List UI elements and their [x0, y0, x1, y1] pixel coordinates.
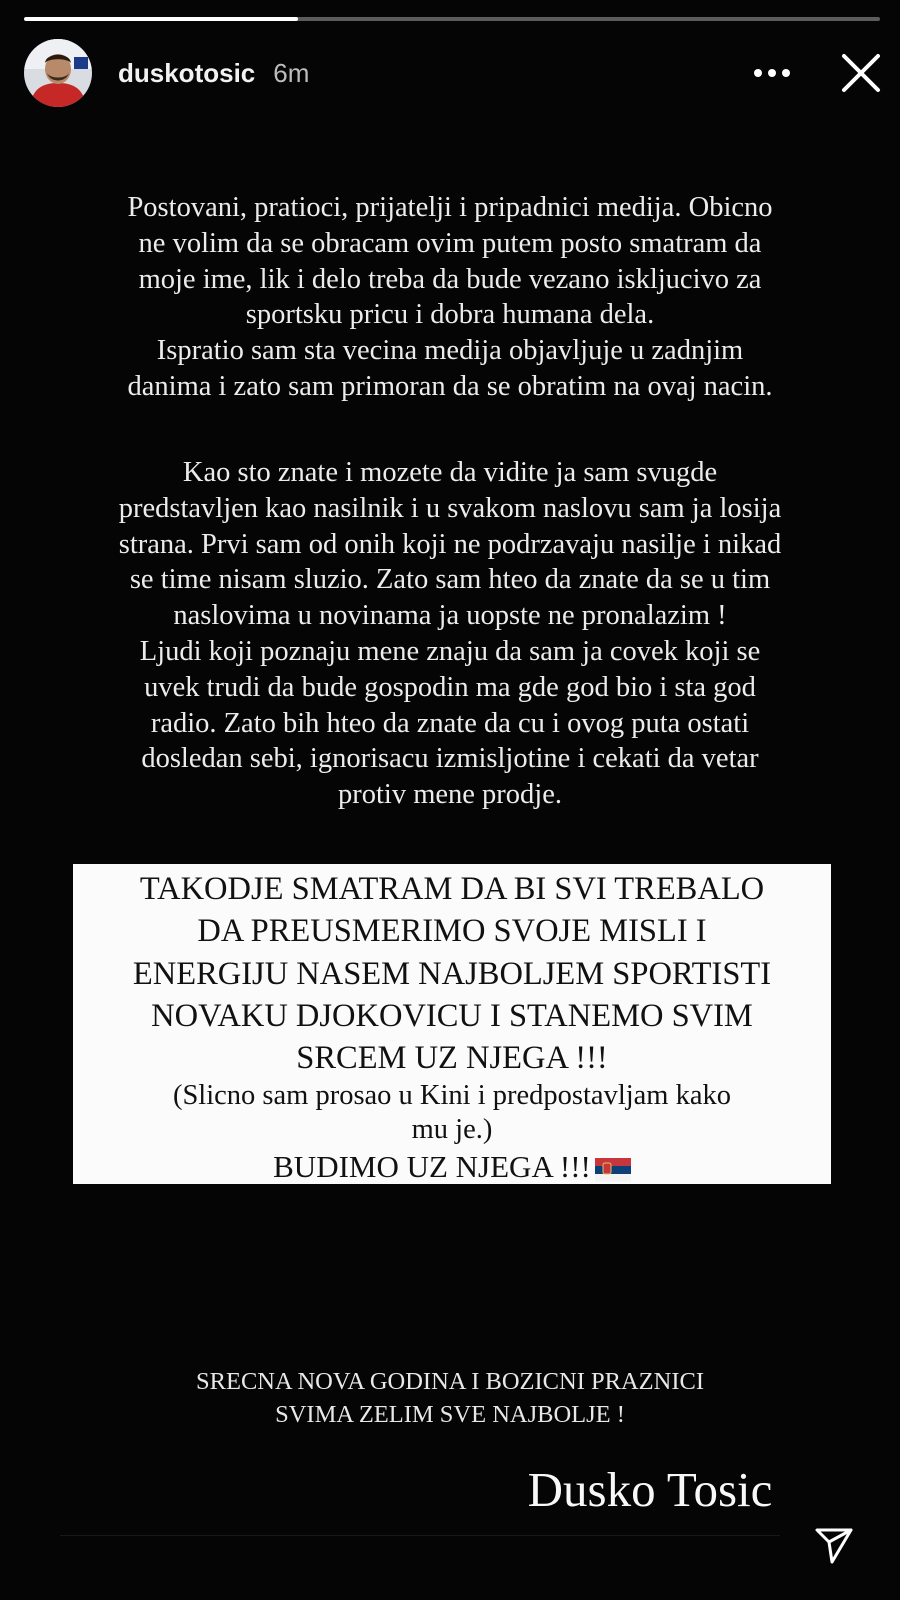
statement-paragraph-2	[40, 455, 860, 813]
highlight-caps-text	[73, 864, 831, 1079]
text-line: SRECNA NOVA GODINA I BOZICNI PRAZNICI	[196, 1368, 704, 1395]
text-line: ENERGIJU NASEM NAJBOLJEM SPORTISTI	[132, 955, 772, 992]
text-line: DA PREUSMERIMO SVOJE MISLI I	[197, 913, 707, 950]
more-options-icon[interactable]	[750, 58, 794, 88]
text-line: Ispratio sam sta vecina medija objavljuje u zadnjim	[156, 335, 744, 367]
text-line: uvek trudi da bude gospodin ma gde god bio i sta god	[144, 671, 756, 703]
username[interactable]: duskotosic	[118, 57, 256, 88]
text-line: (Slicno sam prosao u Kini i predpostavljam kako	[172, 1080, 732, 1112]
text-line: TAKODJE SMATRAM DA BI SVI TREBALO	[139, 871, 765, 907]
text-line: se time nisam sluzio. Zato sam hteo da znate da se u tim	[129, 564, 771, 596]
highlight-note-text	[73, 1079, 831, 1147]
text-line: SVIMA ZELIM SVE NAJBOLJE !	[275, 1401, 625, 1428]
text-line: Kao sto znate i mozete da vidite ja sam svugde	[182, 457, 718, 488]
text-line: Ljudi koji poznaju mene znaju da sam ja covek koji se	[139, 635, 761, 667]
new-year-greeting	[40, 1365, 860, 1431]
reply-area-divider	[60, 1535, 780, 1536]
text-line: strana. Prvi sam od onih koji ne podrzavaju nasilje i nikad	[118, 528, 782, 560]
text-line: naslovima u novinama ja uopste ne pronalazim !	[173, 600, 727, 632]
closing-text: BUDIMO UZ NJEGA !!!	[273, 1149, 591, 1185]
close-icon[interactable]	[832, 44, 890, 102]
highlight-closing-line	[73, 1147, 831, 1187]
text-line: sportsku pricu i dobra humana dela.	[245, 299, 655, 331]
story-progress-bar	[24, 17, 880, 21]
story-header	[24, 38, 884, 108]
text-line: ne volim da se obracam ovim putem posto smatram da	[138, 227, 762, 259]
text-line: protiv mene prodje.	[338, 779, 562, 811]
text-line: radio. Zato bih hteo da znate da cu i ovog puta ostati	[150, 707, 750, 739]
text-line: danima i zato sam primoran da se obratim na ovaj nacin.	[127, 370, 773, 402]
send-icon[interactable]	[812, 1522, 856, 1566]
avatar[interactable]	[24, 39, 92, 107]
text-line: predstavljen kao nasilnik i u svakom naslovu sam ja losija	[118, 492, 782, 524]
avatar-image	[24, 39, 92, 107]
text-line	[73, 1147, 831, 1187]
text-line: mu je.)	[411, 1114, 493, 1146]
signature: Dusko Tosic	[527, 1462, 773, 1517]
text-line: Postovani, pratioci, prijatelji i pripadnici medija. Obicno	[127, 192, 773, 223]
statement-paragraph-1	[40, 190, 860, 405]
text-line: moje ime, lik i delo treba da bude vezano iskljucivo za	[138, 263, 762, 295]
serbia-flag-icon	[595, 1158, 631, 1182]
text-line: SRCEM UZ NJEGA !!!	[296, 1040, 608, 1077]
text-line: NOVAKU DJOKOVICU I STANEMO SVIM	[151, 997, 753, 1034]
highlight-box	[73, 864, 831, 1184]
story-timestamp: 6m	[273, 57, 310, 88]
text-line: dosledan sebi, ignorisacu izmisljotine i cekati da vetar	[141, 743, 759, 775]
story-progress-fill	[24, 17, 298, 21]
